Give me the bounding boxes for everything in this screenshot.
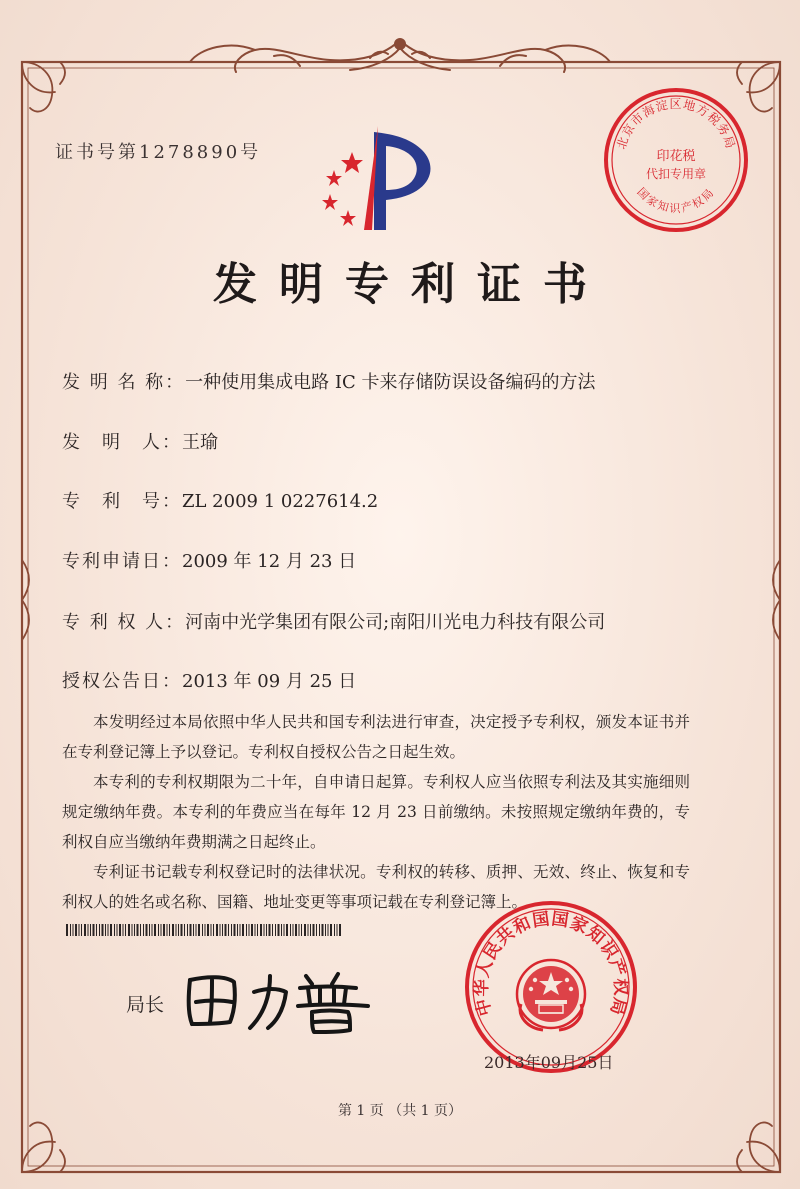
barcode-bar bbox=[66, 924, 68, 936]
barcode-bar bbox=[266, 924, 267, 936]
body-paragraph: 本发明经过本局依照中华人民共和国专利法进行审查，决定授予专利权，颁发本证书并在专利登记簿上予以登记。专利权自授权公告之日起生效。 bbox=[62, 713, 690, 761]
barcode-bar bbox=[234, 924, 236, 936]
barcode-bar bbox=[96, 924, 97, 936]
barcode-bar bbox=[110, 924, 112, 936]
field-filing-date bbox=[62, 547, 356, 573]
field-grant-date bbox=[62, 667, 356, 693]
field-value: 王瑜 bbox=[182, 432, 218, 453]
barcode-bar bbox=[325, 924, 326, 936]
tax-stamp-seal bbox=[596, 80, 756, 240]
barcode-bar bbox=[281, 924, 282, 936]
tax-seal-center-line2: 代扣专用章 bbox=[645, 167, 707, 181]
barcode-bar bbox=[169, 924, 170, 936]
barcode-bar bbox=[181, 924, 183, 936]
field-inventor bbox=[62, 428, 218, 454]
barcode-bar bbox=[237, 924, 238, 936]
barcode-bar bbox=[198, 924, 200, 936]
field-label: 发 明 名 称： bbox=[62, 372, 186, 393]
national-emblem-icon bbox=[517, 960, 585, 1030]
barcode-bar bbox=[278, 924, 280, 936]
tax-seal-outer-text: 北京市海淀区地方税务局 bbox=[614, 97, 738, 151]
barcode-bar bbox=[140, 924, 141, 936]
barcode-bar bbox=[158, 924, 159, 936]
field-value: 河南中光学集团有限公司;南阳川光电力科技有限公司 bbox=[185, 612, 606, 633]
barcode-bar bbox=[330, 924, 332, 936]
barcode-bar bbox=[299, 924, 300, 936]
field-value: 2013 年 09 月 25 日 bbox=[182, 671, 357, 692]
field-label: 专利申请日： bbox=[62, 551, 182, 572]
barcode-bar bbox=[161, 924, 162, 936]
barcode-bar bbox=[295, 924, 297, 936]
barcode-bar bbox=[337, 924, 338, 936]
barcode-bar bbox=[132, 924, 133, 936]
security-barcode bbox=[66, 924, 344, 936]
barcode-bar bbox=[328, 924, 329, 936]
barcode-bar bbox=[255, 924, 256, 936]
barcode-bar bbox=[176, 924, 177, 936]
barcode-bar bbox=[225, 924, 227, 936]
barcode-bar bbox=[184, 924, 185, 936]
barcode-bar bbox=[90, 924, 91, 936]
field-value: 一种使用集成电路 IC 卡来存储防误设备编码的方法 bbox=[185, 372, 596, 393]
barcode-bar bbox=[319, 924, 320, 936]
barcode-bar bbox=[257, 924, 258, 936]
field-value: 2009 年 12 月 23 日 bbox=[182, 551, 357, 572]
barcode-bar bbox=[316, 924, 317, 936]
field-value: ZL 2009 1 0227614.2 bbox=[182, 491, 379, 512]
barcode-bar bbox=[202, 924, 203, 936]
barcode-bar bbox=[70, 924, 71, 936]
corner-ornament-br bbox=[737, 1122, 780, 1172]
barcode-bar bbox=[310, 924, 311, 936]
barcode-bar bbox=[88, 924, 89, 936]
barcode-bar bbox=[293, 924, 294, 936]
barcode-bar bbox=[269, 924, 271, 936]
tax-seal-center-line1: 印花税 bbox=[656, 149, 696, 164]
barcode-bar bbox=[249, 924, 250, 936]
barcode-bar bbox=[146, 924, 148, 936]
barcode-bar bbox=[284, 924, 285, 936]
barcode-bar bbox=[272, 924, 273, 936]
barcode-bar bbox=[114, 924, 115, 936]
barcode-bar bbox=[187, 924, 188, 936]
certificate-body-text bbox=[62, 707, 690, 917]
body-paragraph: 专利证书记载专利权登记时的法律状况。专利权的转移、质押、无效、终止、恢复和专利权人的姓名或名称、国籍、地址变更等事项记载在专利登记簿上。 bbox=[62, 863, 690, 911]
barcode-bar bbox=[240, 924, 241, 936]
barcode-bar bbox=[143, 924, 144, 936]
tax-seal-lower-text: 国家知识产权局 bbox=[634, 185, 718, 216]
barcode-bar bbox=[260, 924, 262, 936]
barcode-bar bbox=[313, 924, 315, 936]
barcode-bar bbox=[123, 924, 124, 936]
director-label: 局长 bbox=[126, 994, 165, 1016]
barcode-bar bbox=[172, 924, 174, 936]
svg-text:国家知识产权局 bbox=[634, 185, 717, 215]
barcode-bar bbox=[193, 924, 194, 936]
field-patent-number bbox=[62, 487, 378, 513]
barcode-bar bbox=[205, 924, 206, 936]
barcode-bar bbox=[264, 924, 265, 936]
certificate-title: 发明专利证书 bbox=[213, 259, 609, 310]
barcode-bar bbox=[196, 924, 197, 936]
corner-ornament-bl bbox=[22, 1122, 65, 1172]
barcode-bar bbox=[154, 924, 156, 936]
barcode-bar bbox=[73, 924, 74, 936]
barcode-bar bbox=[246, 924, 247, 936]
barcode-bar bbox=[211, 924, 212, 936]
barcode-bar bbox=[222, 924, 223, 936]
field-label: 授权公告日： bbox=[62, 671, 182, 692]
field-label: 专 利 权 人： bbox=[62, 612, 186, 633]
barcode-bar bbox=[308, 924, 309, 936]
seal-date: 2013年09月25日 bbox=[484, 1053, 614, 1072]
barcode-bar bbox=[79, 924, 80, 936]
barcode-bar bbox=[128, 924, 130, 936]
barcode-bar bbox=[228, 924, 229, 936]
barcode-bar bbox=[134, 924, 135, 936]
field-invention-name bbox=[62, 368, 596, 394]
patent-office-emblem-icon bbox=[312, 122, 442, 237]
official-seal-text: 中华人民共和国国家知识产权局 bbox=[471, 909, 631, 1018]
barcode-bar bbox=[190, 924, 192, 936]
barcode-bar bbox=[334, 924, 335, 936]
barcode-bar bbox=[81, 924, 82, 936]
barcode-bar bbox=[231, 924, 232, 936]
barcode-bar bbox=[125, 924, 126, 936]
barcode-bar bbox=[339, 924, 341, 936]
barcode-bar bbox=[213, 924, 214, 936]
barcode-bar bbox=[251, 924, 253, 936]
barcode-bar bbox=[152, 924, 153, 936]
field-patentee bbox=[62, 608, 605, 634]
body-paragraph: 本专利的专利权期限为二十年，自申请日起算。专利权人应当依照专利法及其实施细则规定缴纳年费。本专利的年费应当在每年 12 月 23 日前缴纳。未按照规定缴纳年费的，专利权自应当缴纳年费期满之日起终止。 bbox=[62, 773, 690, 851]
barcode-bar bbox=[167, 924, 168, 936]
barcode-bar bbox=[220, 924, 221, 936]
barcode-bar bbox=[242, 924, 244, 936]
field-label: 专 利 号： bbox=[62, 491, 182, 512]
barcode-bar bbox=[105, 924, 106, 936]
top-ornament bbox=[190, 39, 610, 72]
barcode-bar bbox=[207, 924, 209, 936]
barcode-bar bbox=[286, 924, 288, 936]
director-signature bbox=[178, 958, 378, 1038]
barcode-bar bbox=[322, 924, 324, 936]
barcode-bar bbox=[301, 924, 302, 936]
barcode-bar bbox=[93, 924, 95, 936]
page-number: 第 1 页 （共 1 页） bbox=[337, 1103, 463, 1119]
corner-ornament-tl bbox=[22, 62, 65, 112]
barcode-bar bbox=[119, 924, 121, 936]
barcode-bar bbox=[137, 924, 139, 936]
barcode-bar bbox=[290, 924, 291, 936]
barcode-bar bbox=[108, 924, 109, 936]
barcode-bar bbox=[102, 924, 104, 936]
barcode-bar bbox=[75, 924, 77, 936]
barcode-bar bbox=[163, 924, 165, 936]
barcode-bar bbox=[216, 924, 218, 936]
barcode-bar bbox=[178, 924, 179, 936]
barcode-bar bbox=[99, 924, 100, 936]
field-label: 发 明 人： bbox=[62, 432, 182, 453]
barcode-bar bbox=[84, 924, 86, 936]
barcode-bar bbox=[149, 924, 150, 936]
barcode-bar bbox=[117, 924, 118, 936]
barcode-bar bbox=[304, 924, 306, 936]
barcode-bar bbox=[275, 924, 276, 936]
certificate-number: 证书号第1278890号 bbox=[55, 142, 262, 163]
